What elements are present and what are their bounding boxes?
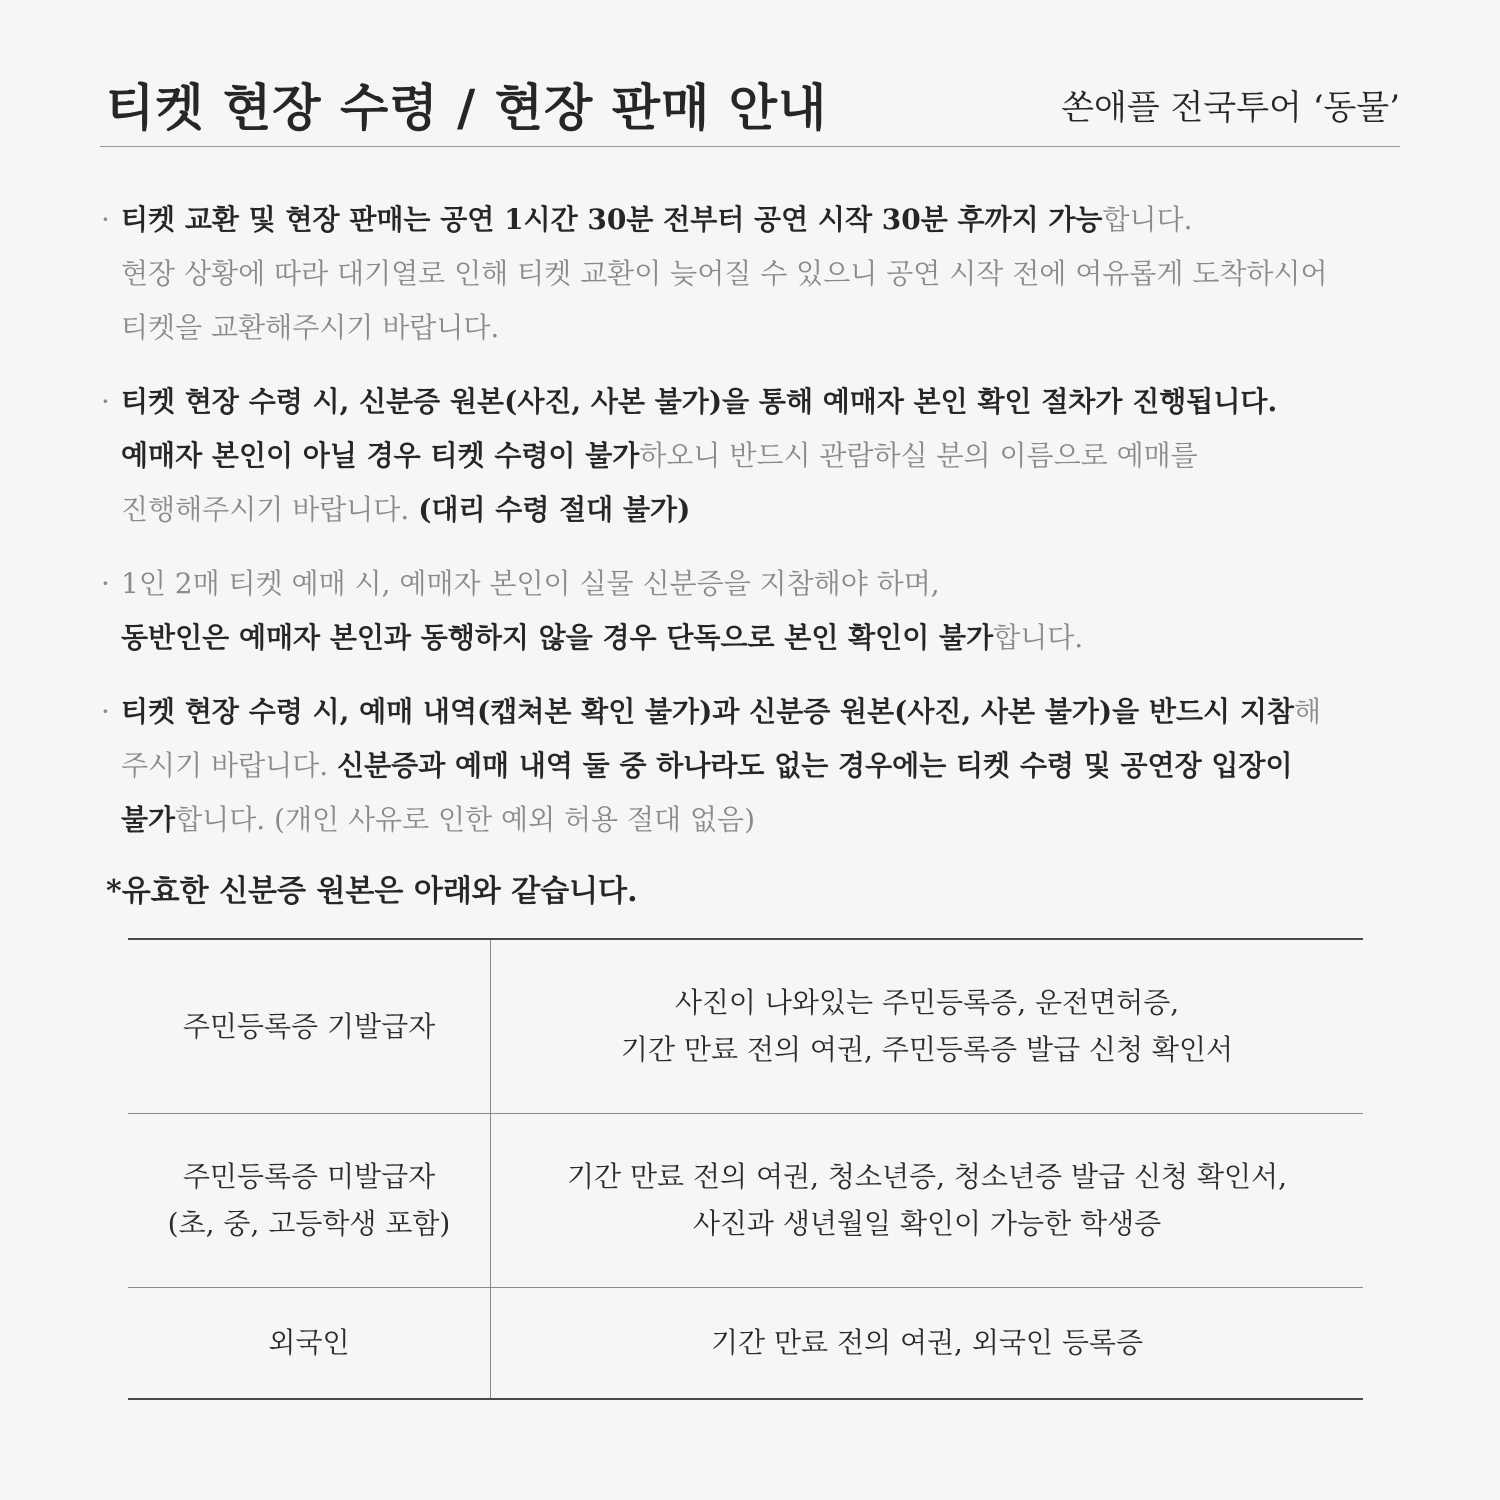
- accepted-docs-cell: [491, 1113, 1364, 1287]
- notice-line: [100, 483, 1400, 537]
- notice-text: 합니다.: [993, 621, 1084, 654]
- accepted-docs-text: 사진과 생년월일 확인이 가능한 학생증: [692, 1207, 1162, 1240]
- valid-id-note: *유효한 신분증 원본은 아래와 같습니다.: [106, 874, 638, 909]
- accepted-docs-text: 기간 만료 전의 여권, 청소년증, 청소년증 발급 신청 확인서,: [566, 1160, 1287, 1193]
- accepted-docs-cell: [491, 1287, 1364, 1399]
- notice-text-bold: 티켓 현장 수령 시, 예매 내역(캡쳐본 확인 불가)과 신분증 원본(사진, 사본 불가)을 반드시 지참: [121, 695, 1294, 728]
- notice-item: [100, 375, 1400, 537]
- accepted-docs-text: 기간 만료 전의 여권, 외국인 등록증: [710, 1326, 1144, 1360]
- notice-text: 티켓을 교환해주시기 바랍니다.: [121, 311, 500, 344]
- holder-type-text: 주민등록증 기발급자: [182, 1009, 436, 1043]
- table-row: [128, 1113, 1363, 1287]
- notice-text: 하오니 반드시 관람하실 분의 이름으로 예매를: [639, 439, 1198, 472]
- accepted-docs-cell: [491, 939, 1364, 1113]
- notice-text: 합니다.: [1102, 203, 1193, 236]
- bullet-mark: ·: [101, 567, 110, 600]
- holder-type-text: 외국인: [268, 1326, 350, 1360]
- notice-text: 현장 상황에 따라 대기열로 인해 티켓 교환이 늦어질 수 있으니 공연 시작 전에 여유롭게 도착하시어: [121, 257, 1328, 290]
- tour-name: 쏜애플 전국투어 ‘동물’: [1061, 88, 1400, 128]
- notice-line: [100, 301, 1400, 355]
- accepted-docs-text: 기간 만료 전의 여권, 주민등록증 발급 신청 확인서: [620, 1033, 1234, 1067]
- notice-text-bold: 티켓 교환 및 현장 판매는 공연 1시간 30분 전부터 공연 시작 30분 후까지 가능: [121, 203, 1103, 236]
- notice-text-bold: 동반인은 예매자 본인과 동행하지 않을 경우 단독으로 본인 확인이 불가: [121, 621, 994, 654]
- accepted-docs-text: 사진이 나와있는 주민등록증, 운전면허증,: [674, 986, 1180, 1020]
- notice-text: 진행해주시기 바랍니다.: [121, 493, 419, 526]
- bullet-mark: ·: [101, 385, 110, 418]
- notice-text: 주시기 바랍니다.: [121, 749, 338, 782]
- table-row: [128, 1287, 1363, 1399]
- notice-item: [100, 685, 1400, 847]
- notice-line: [100, 685, 1400, 739]
- notice-item: [100, 193, 1400, 355]
- notice-item: [100, 557, 1400, 665]
- page-header: [100, 60, 1400, 147]
- notice-line: [100, 793, 1400, 847]
- notice-text-bold: 예매자 본인이 아닐 경우 티켓 수령이 불가: [121, 439, 640, 472]
- notice-line: [100, 429, 1400, 483]
- page-title: 티켓 현장 수령 / 현장 판매 안내: [106, 78, 828, 137]
- notice-text-bold: 신분증과 예매 내역 둘 중 하나라도 없는 경우에는 티켓 수령 및 공연장 입장이: [337, 749, 1293, 782]
- notice-text-bold: 불가: [121, 803, 176, 836]
- bullet-mark: ·: [101, 203, 110, 236]
- notice-text: 1인 2매 티켓 예매 시, 예매자 본인이 실물 신분증을 지참해야 하며,: [121, 567, 940, 600]
- holder-type-cell: [128, 939, 491, 1113]
- notice-text-bold: 티켓 현장 수령 시, 신분증 원본(사진, 사본 불가)을 통해 예매자 본인 확인 절차가 진행됩니다.: [121, 385, 1278, 418]
- notice-list: [100, 193, 1400, 867]
- notice-text-bold: (대리 수령 절대 불가): [418, 493, 691, 526]
- holder-type-cell: [128, 1113, 491, 1287]
- notice-text: 합니다. (개인 사유로 인한 예외 허용 절대 없음): [175, 803, 756, 836]
- notice-text: 해: [1293, 695, 1322, 728]
- table-row: [128, 939, 1363, 1113]
- notice-line: [100, 193, 1400, 247]
- notice-line: [100, 375, 1400, 429]
- bullet-mark: ·: [101, 695, 110, 728]
- notice-line: [100, 247, 1400, 301]
- notice-line: [100, 611, 1400, 665]
- notice-line: [100, 557, 1400, 611]
- holder-type-text: 주민등록증 미발급자: [182, 1160, 436, 1193]
- notice-line: [100, 739, 1400, 793]
- holder-type-cell: [128, 1287, 491, 1399]
- holder-type-text: (초, 중, 고등학생 포함): [167, 1207, 451, 1240]
- valid-id-table: [128, 938, 1363, 1400]
